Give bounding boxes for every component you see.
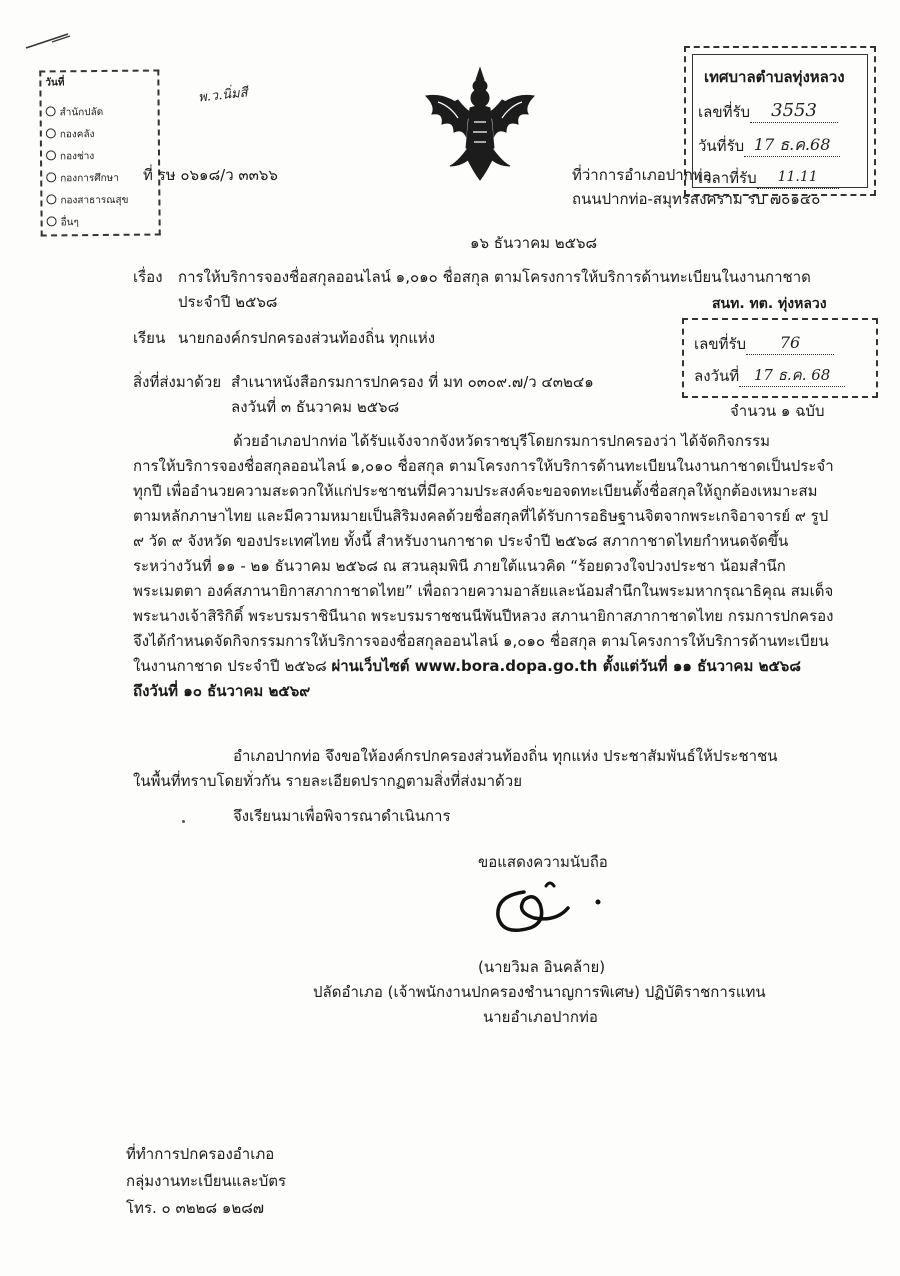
office-stamp-number: 76 [746, 332, 834, 355]
body-paragraph-2-line-1: อำเภอปากท่อ จึงขอให้องค์กรปกครองส่วนท้องถิ่น ทุกแห่ง ประชาสัมพันธ์ให้ประชาชน [233, 747, 778, 765]
municipality-stamp-date-row: วันที่รับ 17 ธ.ค.68 [698, 134, 840, 157]
letter-date: ๑๖ ธันวาคม ๒๕๖๘ [470, 234, 598, 252]
body-paragraph-1-line-8: พระนางเจ้าสิริกิติ์ พระบรมราชินีนาถ พระบรมราชชนนีพันปีหลวง สภานายิกาสภากาชาดไทย กรมการปกครอง [133, 607, 834, 625]
subject-label: เรื่อง [133, 268, 163, 286]
body-paragraph-1-line-7: พระเมตตา องค์สภานายิกาสภากาชาดไทย” เพื่อถวายความอาลัยและน้อมสำนึกในพระมหากรุณาธิคุณ สมเด็จ [133, 582, 834, 600]
body-paragraph-1-line-1: ด้วยอำเภอปากท่อ ได้รับแจ้งจากจังหวัดราชบุรีโดยกรมการปกครองว่า ได้จัดกิจกรรม [233, 432, 771, 450]
circle-icon [46, 128, 56, 138]
municipality-stamp-time-row: เวลาที่รับ 11.11 [698, 166, 839, 189]
municipality-stamp-date: 17 ธ.ค.68 [744, 134, 840, 157]
body-paragraph-1-line-4: ตามหลักภาษาไทย และมีความหมายเป็นสิริมงคลด้วยชื่อสกุลที่ได้รับการอธิษฐานจิตจากพระเกจิอาจารย์ ๙ รูป [133, 507, 829, 525]
garuda-emblem-icon [418, 62, 542, 190]
body-paragraph-1-line-9: จึงได้กำหนดจัดกิจกรรมการให้บริการจองชื่อสกุลออนไลน์ ๑,๐๑๐ ชื่อสกุล ตามโครงการให้บริการด้านทะเบียน [133, 632, 829, 650]
attachment-line-1: สำเนาหนังสือกรมการปกครอง ที่ มท ๐๓๐๙.๗/ว ๔๓๒๔๑ [231, 373, 594, 391]
footer-line-2: กลุ่มงานทะเบียนและบัตร [126, 1172, 287, 1190]
office-stamp-date-row: ลงวันที่ 17 ธ.ค. 68 [694, 364, 845, 387]
circle-icon [46, 106, 56, 116]
attachment-label: สิ่งที่ส่งมาด้วย [133, 373, 222, 391]
website-highlight: ผ่านเว็บไซต์ www.bora.dopa.go.th ตั้งแต่วันที่ ๑๑ ธันวาคม ๒๕๖๘ [331, 657, 801, 675]
routing-item-2: กองคลัง [46, 128, 95, 142]
routing-stamp [39, 69, 160, 236]
body-paragraph-3: จึงเรียนมาเพื่อพิจารณาดำเนินการ [233, 807, 451, 825]
body-paragraph-1-line-5: ๙ วัด ๙ จังหวัด ของประเทศไทย ทั้งนี้ สำหรับงานกาชาด ประจำปี ๒๕๖๘ สภากาชาดไทยกำหนดจัดขึ้น [133, 532, 789, 550]
body-paragraph-2-line-2: ในพื้นที่ทราบโดยทั่วกัน รายละเอียดปรากฏตามสิ่งที่ส่งมาด้วย [133, 772, 522, 790]
routing-item-4: กองการศึกษา [46, 172, 119, 187]
office-address: ถนนปากท่อ-สมุทรสงคราม รบ ๗๐๑๔๐ [572, 190, 821, 208]
circle-icon [46, 150, 56, 160]
office-stamp-number-row: เลขที่รับ 76 [694, 332, 834, 355]
signer-on-behalf: นายอำเภอปากท่อ [483, 1008, 598, 1026]
closing-text: ขอแสดงความนับถือ [478, 853, 608, 871]
attachment-count: จำนวน ๑ ฉบับ [730, 402, 825, 420]
routing-item-1: สำนักปลัด [46, 106, 104, 121]
office-name: ที่ว่าการอำเภอปากท่อ [572, 166, 712, 184]
body-paragraph-1-line-10: ในงานกาชาด ประจำปี ๒๕๖๘ ผ่านเว็บไซต์ www.bora.dopa.go.th ตั้งแต่วันที่ ๑๑ ธันวาคม ๒๕๖๘ [133, 657, 801, 675]
signer-position: ปลัดอำเภอ (เจ้าพนักงานปกครองชำนาญการพิเศษ) ปฏิบัติราชการแทน [313, 983, 766, 1001]
to-text: นายกองค์กรปกครองส่วนท้องถิ่น ทุกแห่ง [178, 329, 436, 347]
footer-line-3: โทร. ๐ ๓๒๒๘ ๑๒๘๗ [126, 1199, 265, 1217]
routing-item-5: กองสาธารณสุข [46, 194, 128, 209]
office-receipt-stamp [682, 318, 878, 398]
signer-name: (นายวิมล อินคล้าย) [478, 958, 606, 976]
municipality-receipt-stamp [684, 46, 876, 196]
circle-icon [47, 216, 57, 226]
municipality-stamp-title: เทศบาลตำบลทุ่งหลวง [704, 68, 845, 86]
municipality-stamp-number: 3553 [750, 100, 838, 123]
circle-icon [46, 194, 56, 204]
body-paragraph-1-line-6: ระหว่างวันที่ ๑๑ - ๒๑ ธันวาคม ๒๕๖๘ ณ สวนลุมพินี ภายใต้แนวคิด “ร้อยดวงใจปวงประชา น้อมสำนึก [133, 557, 786, 575]
to-label: เรียน [133, 329, 166, 347]
routing-item-3: กองช่าง [46, 150, 94, 164]
routing-item-6: อื่นๆ [47, 216, 79, 230]
body-paragraph-1-line-11: ถึงวันที่ ๑๐ ธันวาคม ๒๕๖๙ [133, 682, 311, 700]
routing-handwritten-note: พ.ว.นิ่มสี [197, 85, 249, 106]
body-paragraph-1-line-3: ทุกปี เพื่ออำนวยความสะดวกให้แก่ประชาชนที่มีความประสงค์จะขอจดทะเบียนตั้งชื่อสกุลให้ถูกต้องเหมาะสม [133, 482, 818, 500]
routing-stamp-header: วันที่ [45, 77, 65, 89]
municipality-stamp-time: 11.11 [757, 166, 839, 189]
subject-line-2: ประจำปี ๒๕๖๘ [178, 293, 278, 311]
footer-line-1: ที่ทำการปกครองอำเภอ [126, 1145, 275, 1163]
office-stamp-title: สนท. ทต. ทุ่งหลวง [712, 296, 827, 312]
municipality-stamp-number-row: เลขที่รับ 3553 [698, 100, 838, 123]
office-stamp-date: 17 ธ.ค. 68 [739, 364, 845, 387]
circle-icon [46, 172, 56, 182]
body-paragraph-1-line-2: การให้บริการจองชื่อสกุลออนไลน์ ๑,๐๑๐ ชื่อสกุล ตามโครงการให้บริการด้านทะเบียนในงานกาชาดเป็นประจำ [133, 457, 834, 475]
reference-number: ที่ รษ ๐๖๑๘/ว ๓๓๖๖ [143, 166, 278, 184]
subject-line-1: การให้บริการจองชื่อสกุลออนไลน์ ๑,๐๑๐ ชื่อสกุล ตามโครงการให้บริการด้านทะเบียนในงานกาชาด [178, 268, 811, 286]
attachment-line-2: ลงวันที่ ๓ ธันวาคม ๒๕๖๘ [231, 398, 400, 416]
scan-speck [182, 820, 185, 823]
pen-mark-icon [22, 28, 74, 52]
signature-icon [486, 878, 626, 942]
